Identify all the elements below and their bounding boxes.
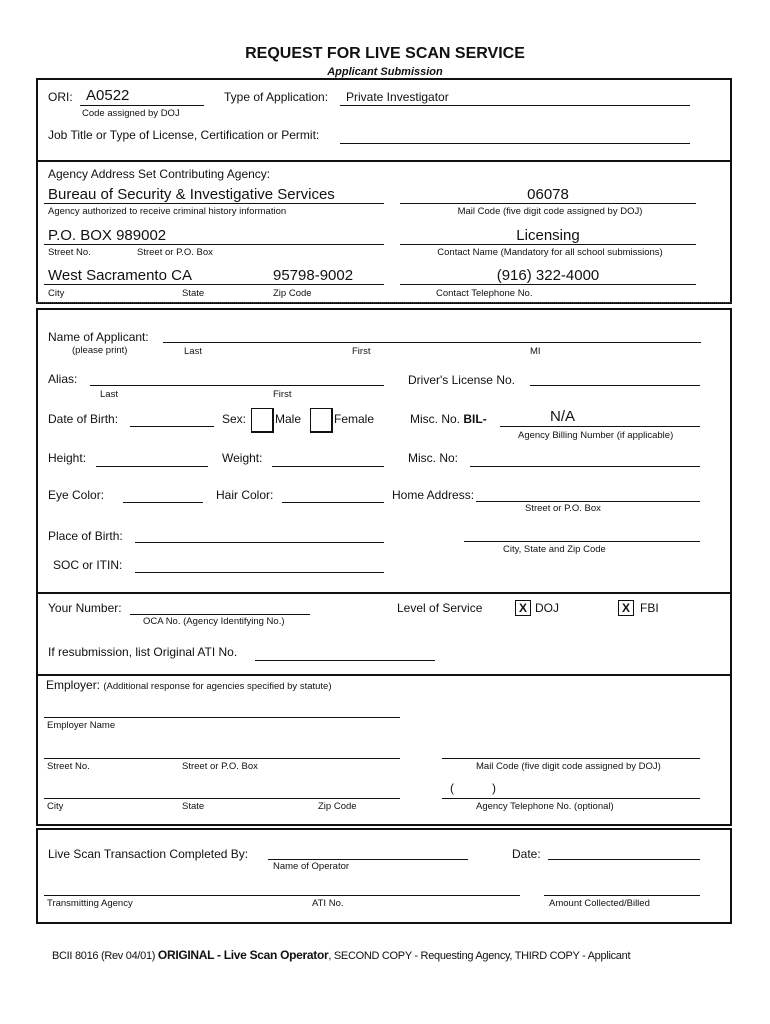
male-checkbox[interactable] xyxy=(251,408,274,433)
section-applicant xyxy=(36,308,732,594)
phone-paren-close: ) xyxy=(492,781,496,795)
height-line[interactable] xyxy=(96,466,208,467)
name-label: Name of Applicant: xyxy=(48,330,149,344)
employer-street-no-caption: Street No. xyxy=(47,761,90,772)
employer-heading-note: (Additional response for agencies specified by statute) xyxy=(103,681,332,692)
amount-caption: Amount Collected/Billed xyxy=(549,898,650,909)
soc-label: SOC or ITIN: xyxy=(53,558,123,572)
transmitting-agency-caption: Transmitting Agency xyxy=(47,898,133,909)
male-label: Male xyxy=(275,412,302,426)
employer-heading xyxy=(46,678,332,692)
oca-caption: OCA No. (Agency Identifying No.) xyxy=(143,616,285,627)
level-label: Level of Service xyxy=(397,601,483,615)
footer-original: ORIGINAL - Live Scan Operator xyxy=(157,948,329,962)
form-subtitle: Applicant Submission xyxy=(327,66,443,78)
employer-mail-code-caption: Mail Code (five digit code assigned by DOJ) xyxy=(476,761,661,772)
height-label: Height: xyxy=(48,451,87,465)
operator-line[interactable] xyxy=(268,859,468,860)
home-label: Home Address: xyxy=(392,488,475,502)
employer-phone-line[interactable] xyxy=(442,798,700,799)
eye-line[interactable] xyxy=(123,502,203,503)
job-label: Job Title or Type of License, Certification or Permit: xyxy=(48,128,320,142)
home-city-line[interactable] xyxy=(464,541,700,542)
date-line[interactable] xyxy=(548,859,700,860)
separator xyxy=(36,302,732,303)
hair-line[interactable] xyxy=(282,502,384,503)
soc-line[interactable] xyxy=(135,572,384,573)
misc-bil-prefix: BIL- xyxy=(463,412,487,426)
employer-city-caption: City xyxy=(47,801,64,812)
phone-caption: Contact Telephone No. xyxy=(436,288,533,299)
mail-code-line xyxy=(400,203,696,204)
name-first-caption: First xyxy=(352,346,371,357)
employer-street-line[interactable] xyxy=(44,758,400,759)
misc-line[interactable] xyxy=(470,466,700,467)
section-employer xyxy=(36,674,732,826)
please-print: (please print) xyxy=(72,345,128,356)
dl-line[interactable] xyxy=(530,385,700,386)
date-label: Date: xyxy=(512,847,541,861)
job-line[interactable] xyxy=(340,143,690,144)
completed-label: Live Scan Transaction Completed By: xyxy=(48,847,249,861)
alias-line[interactable] xyxy=(90,385,384,386)
resub-line[interactable] xyxy=(255,660,435,661)
alias-first-caption: First xyxy=(273,389,292,400)
form-title: REQUEST FOR LIVE SCAN SERVICE xyxy=(245,45,525,62)
contact-name-value[interactable]: Licensing xyxy=(516,227,580,244)
employer-heading-text: Employer: xyxy=(46,678,101,692)
fbi-label: FBI xyxy=(640,601,659,615)
employer-state-caption: State xyxy=(182,801,205,812)
street-caption: Street or P.O. Box xyxy=(137,247,213,258)
zip-caption: Zip Code xyxy=(273,288,312,299)
form-id: BCII 8016 (Rev 04/01) xyxy=(52,950,156,962)
home-street-caption: Street or P.O. Box xyxy=(525,503,601,514)
dob-label: Date of Birth: xyxy=(48,412,119,426)
misc-bil-label xyxy=(410,412,487,426)
footer xyxy=(52,948,630,962)
billing-caption: Agency Billing Number (if applicable) xyxy=(518,430,674,441)
amount-line[interactable] xyxy=(544,895,700,896)
misc-bil-line xyxy=(500,426,700,427)
ori-line xyxy=(80,105,204,106)
home-street-line[interactable] xyxy=(476,501,700,502)
employer-city-line[interactable] xyxy=(44,798,400,799)
employer-phone-caption: Agency Telephone No. (optional) xyxy=(476,801,614,812)
type-label: Type of Application: xyxy=(224,90,329,104)
applicant-name-line[interactable] xyxy=(163,342,701,343)
agency-name[interactable]: Bureau of Security & Investigative Services xyxy=(48,186,335,203)
ati-caption: ATI No. xyxy=(312,898,344,909)
female-label: Female xyxy=(334,412,375,426)
operator-caption: Name of Operator xyxy=(273,861,350,872)
weight-line[interactable] xyxy=(272,466,384,467)
agency-name-line xyxy=(44,203,384,204)
ori-caption: Code assigned by DOJ xyxy=(82,108,180,119)
contact-name-caption: Contact Name (Mandatory for all school submissions) xyxy=(437,247,663,258)
type-line xyxy=(340,105,690,106)
misc-bil-value[interactable]: N/A xyxy=(550,408,576,425)
phone-paren-open: ( xyxy=(450,781,454,795)
hair-label: Hair Color: xyxy=(216,488,274,502)
employer-name-line[interactable] xyxy=(44,717,400,718)
misc-bil-label-text: Misc. No. xyxy=(410,412,461,426)
zip-value[interactable]: 95798-9002 xyxy=(273,267,354,284)
agency-caption: Agency authorized to receive criminal history information xyxy=(48,206,287,217)
weight-label: Weight: xyxy=(222,451,263,465)
mail-code-caption: Mail Code (five digit code assigned by DOJ) xyxy=(457,206,643,217)
doj-label: DOJ xyxy=(535,601,559,615)
dl-label: Driver's License No. xyxy=(408,373,515,387)
pob-label: Place of Birth: xyxy=(48,529,123,543)
state-caption: State xyxy=(182,288,205,299)
fbi-checkbox[interactable]: X xyxy=(618,600,634,616)
female-checkbox[interactable] xyxy=(310,408,333,433)
street-no-caption: Street No. xyxy=(48,247,91,258)
misc-label: Misc. No: xyxy=(408,451,459,465)
street-line xyxy=(44,244,384,245)
agency-heading: Agency Address Set Contributing Agency: xyxy=(48,167,271,181)
employer-caption: Employer Name xyxy=(47,720,116,731)
city-line xyxy=(44,284,384,285)
phone-line xyxy=(400,284,696,285)
your-number-label: Your Number: xyxy=(48,601,122,615)
pob-line[interactable] xyxy=(135,542,384,543)
your-number-line[interactable] xyxy=(130,614,310,615)
dob-line[interactable] xyxy=(130,426,214,427)
type-value[interactable]: Private Investigator xyxy=(346,90,449,104)
name-mi-caption: MI xyxy=(530,346,541,357)
city-caption: City xyxy=(48,288,65,299)
city-value[interactable]: West Sacramento CA xyxy=(48,267,192,284)
phone-value[interactable]: (916) 322-4000 xyxy=(496,267,600,284)
section-transaction xyxy=(36,828,732,924)
sex-label: Sex: xyxy=(222,412,247,426)
alias-label: Alias: xyxy=(48,372,78,386)
footer-copies: , SECOND COPY - Requesting Agency, THIRD COPY - Applicant xyxy=(328,950,631,962)
employer-street-caption: Street or P.O. Box xyxy=(182,761,258,772)
name-last-caption: Last xyxy=(184,346,202,357)
ori-label: ORI: xyxy=(48,90,73,104)
eye-label: Eye Color: xyxy=(48,488,105,502)
ori-value[interactable]: A0522 xyxy=(86,87,130,104)
street-value[interactable]: P.O. BOX 989002 xyxy=(48,227,167,244)
resub-label: If resubmission, list Original ATI No. xyxy=(48,645,238,659)
doj-checkbox[interactable]: X xyxy=(515,600,531,616)
alias-last-caption: Last xyxy=(100,389,118,400)
employer-mail-code-line[interactable] xyxy=(442,758,700,759)
agency-line[interactable] xyxy=(44,895,520,896)
home-city-caption: City, State and Zip Code xyxy=(503,544,606,555)
contact-name-line xyxy=(400,244,696,245)
mail-code-value[interactable]: 06078 xyxy=(527,186,569,203)
employer-zip-caption: Zip Code xyxy=(318,801,357,812)
